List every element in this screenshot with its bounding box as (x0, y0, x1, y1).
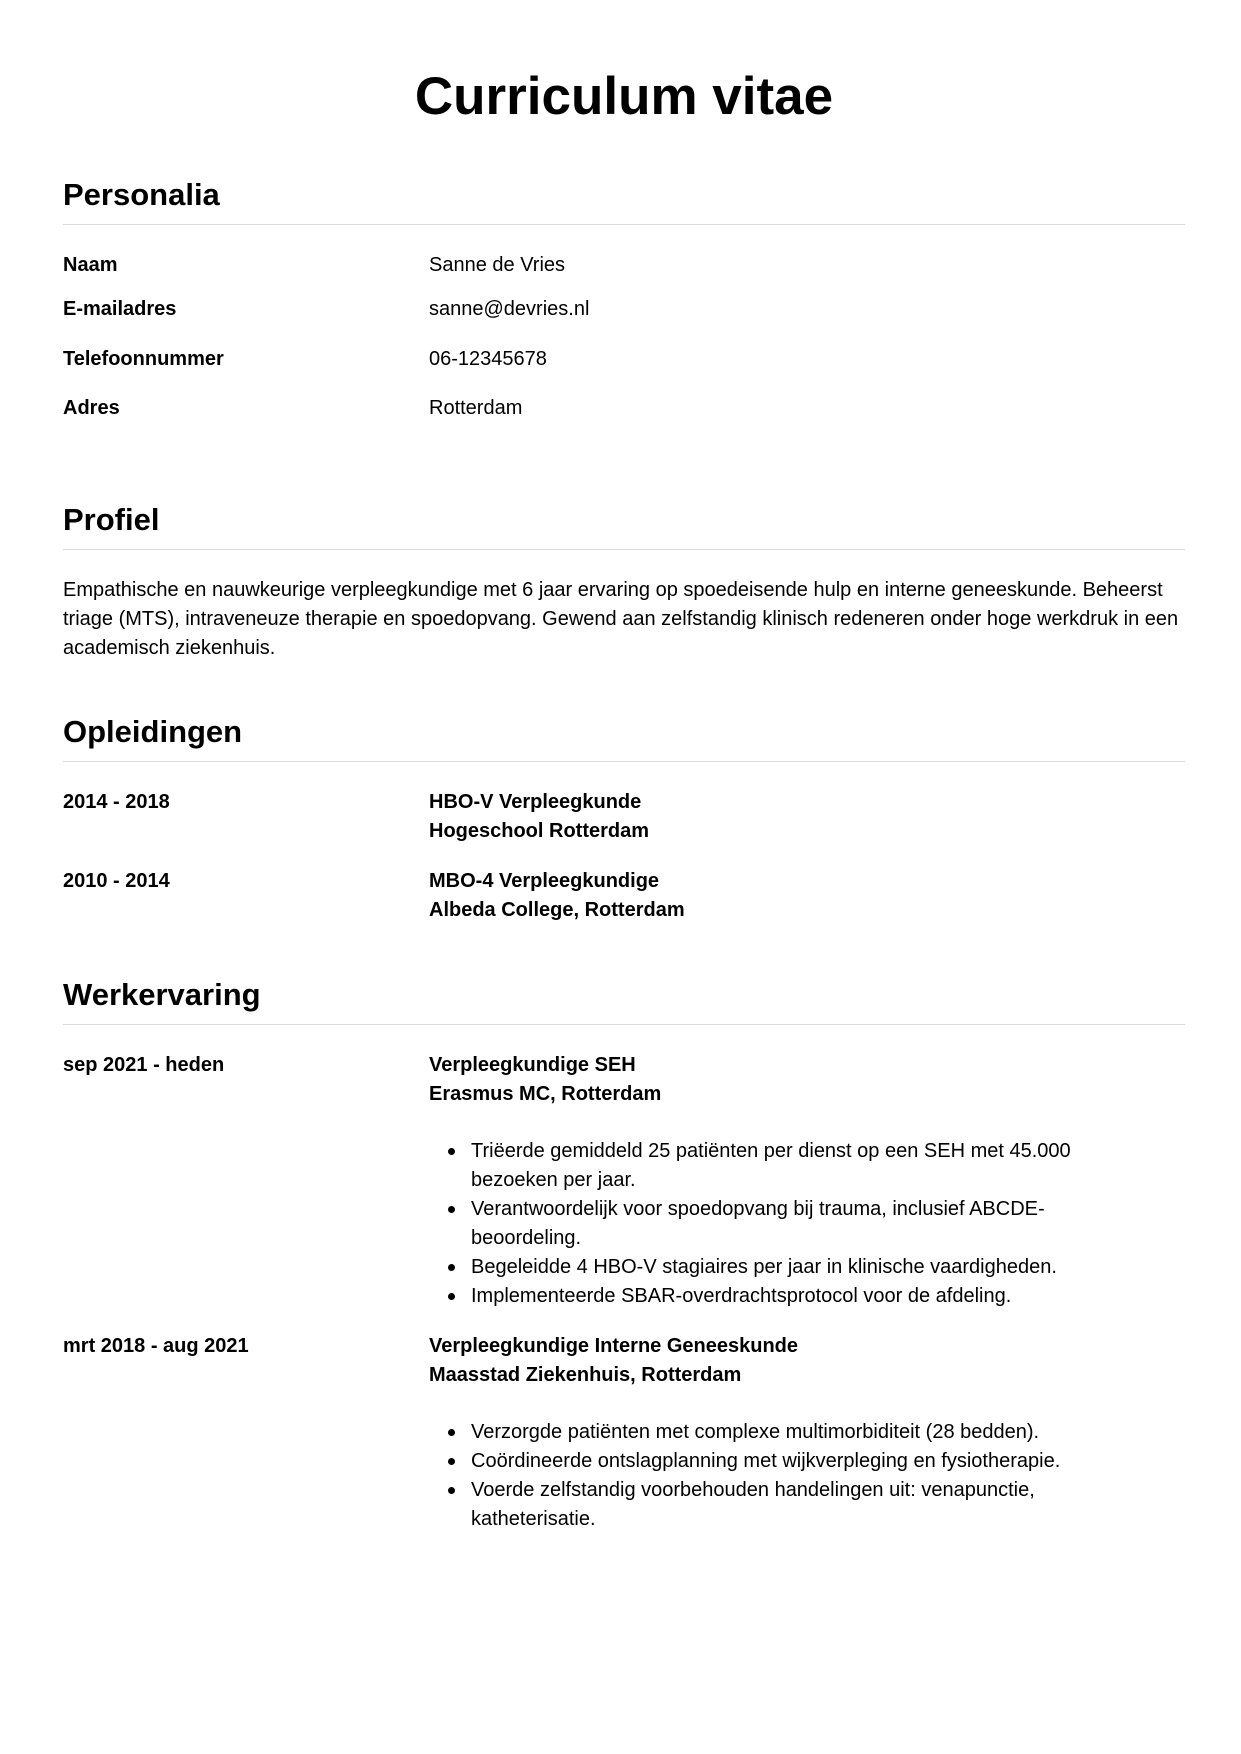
personalia-row-telefoon (63, 345, 1185, 394)
section-personalia (63, 175, 1185, 423)
bullet-item: Verantwoordelijk voor spoedopvang bij trauma, inclusief ABCDE-beoordeling. (471, 1195, 1111, 1253)
bullet-item: Verzorgde patiënten met complexe multimorbiditeit (28 bedden). (471, 1418, 1111, 1447)
education-period: 2010 - 2014 (63, 870, 170, 892)
education-title: MBO-4 Verpleegkundige (429, 870, 660, 892)
section-heading-profiel: Profiel (63, 500, 1185, 550)
work-title: Verpleegkundige SEH (429, 1054, 636, 1076)
section-profiel (63, 500, 1185, 663)
field-label: Telefoonnummer (63, 348, 224, 370)
education-entry (63, 867, 1185, 925)
profile-text: Empathische en nauwkeurige verpleegkundige met 6 jaar ervaring op spoedeisende hulp en interne geneeskunde. Beheerst triage (MTS), intraveneuze therapie en spoedopvang. Gewend aan zelfstandig klinisch redeneren onder hoge werkdruk in een academisch ziekenhuis. (63, 579, 1179, 659)
bullet-item: Coördineerde ontslagplanning met wijkverpleging en fysiotherapie. (471, 1447, 1111, 1476)
field-value: Sanne de Vries (429, 254, 566, 276)
section-heading-werkervaring: Werkervaring (63, 975, 1185, 1025)
section-heading-personalia: Personalia (63, 175, 1185, 225)
work-bullets (429, 1418, 1185, 1534)
work-bullets (429, 1137, 1185, 1311)
work-entry (63, 1051, 1185, 1332)
personalia-row-email (63, 295, 1185, 345)
work-entry (63, 1332, 1185, 1532)
section-opleidingen (63, 712, 1185, 925)
page-title: Curriculum vitae (414, 67, 834, 126)
work-content (429, 1051, 1185, 1311)
education-institution: Hogeschool Rotterdam (429, 820, 650, 842)
section-heading-opleidingen: Opleidingen (63, 712, 1185, 762)
education-content (429, 788, 1185, 846)
work-title: Verpleegkundige Interne Geneeskunde (429, 1335, 799, 1357)
personalia-row-adres (63, 394, 1185, 423)
section-werkervaring (63, 975, 1185, 1532)
bullet-item: Triëerde gemiddeld 25 patiënten per dienst op een SEH met 45.000 bezoeken per jaar. (471, 1137, 1111, 1195)
work-content (429, 1332, 1185, 1534)
field-label: E-mailadres (63, 298, 177, 320)
education-period: 2014 - 2018 (63, 791, 170, 813)
work-employer: Maasstad Ziekenhuis, Rotterdam (429, 1364, 742, 1386)
bullet-item: Begeleidde 4 HBO-V stagiaires per jaar in klinische vaardigheden. (471, 1253, 1111, 1282)
field-value: Rotterdam (429, 397, 523, 419)
work-period: sep 2021 - heden (63, 1054, 225, 1076)
bullet-item: Implementeerde SBAR-overdrachtsprotocol voor de afdeling. (471, 1282, 1111, 1311)
field-label: Adres (63, 397, 120, 419)
education-content (429, 867, 1185, 925)
work-employer: Erasmus MC, Rotterdam (429, 1083, 662, 1105)
education-title: HBO-V Verpleegkunde (429, 791, 642, 813)
field-value: 06-12345678 (429, 348, 547, 370)
work-period: mrt 2018 - aug 2021 (63, 1335, 249, 1357)
education-entry (63, 788, 1185, 867)
field-label: Naam (63, 254, 118, 276)
education-institution: Albeda College, Rotterdam (429, 899, 685, 921)
field-value: sanne@devries.nl (429, 298, 590, 320)
bullet-item: Voerde zelfstandig voorbehouden handelingen uit: venapunctie, katheterisatie. (471, 1476, 1111, 1534)
personalia-row-naam (63, 251, 1185, 295)
